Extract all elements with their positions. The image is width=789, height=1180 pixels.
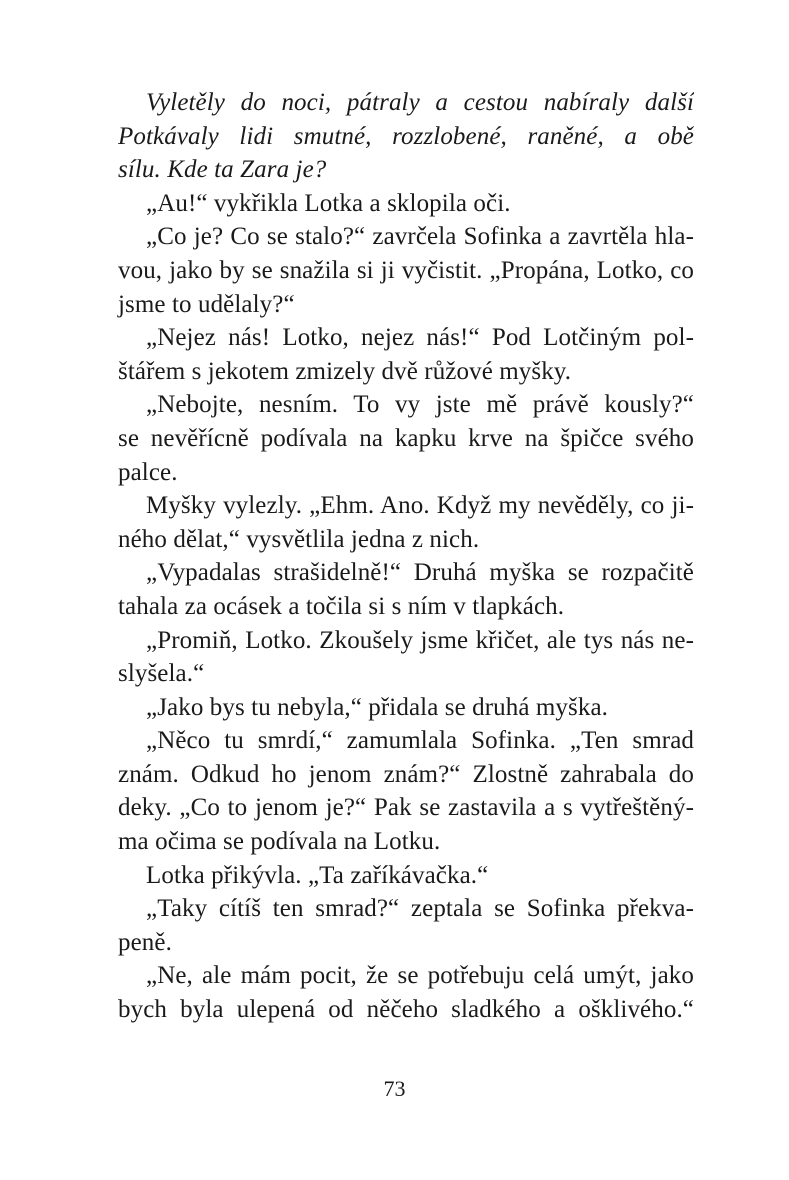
text-line: „Vypadalas strašidelně!“ Druhá myška se rozpačitě [146,559,694,587]
text-line: ma očima se podívala na Lotku. [118,828,441,856]
text-line: vou, jako by se snažila si ji vyčistit. „Propána, Lotko, co [118,256,694,284]
text-line: bych byla ulepená od něčeho sladkého a ošklivého.“ [118,996,694,1024]
text-line: znám. Odkud ho jenom znám?“ Zlostně zahrabala do [118,760,694,788]
text-line: „Taky cítíš ten smrad?“ zeptala se Sofinka překva- [146,895,694,923]
text-line: „Co je? Co se stalo?“ zavrčela Sofinka a zavrtěla hla- [146,223,694,251]
text-line: tahala za ocásek a točila si s ním v tlapkách. [118,592,565,620]
text-line: „Nebojte, nesním. To vy jste mě právě kously?“ [146,391,694,419]
text-line: štářem s jekotem zmizely dvě růžové myšky. [118,357,572,385]
text-line: „Nejez nás! Lotko, nejez nás!“ Pod Lotčiným pol- [146,324,694,352]
body-text [118,86,694,1027]
text-line: slyšela.“ [118,660,205,688]
text-line: ného dělat,“ vysvětlila jedna z nich. [118,525,480,553]
text-line: jsme to udělaly?“ [118,290,295,318]
text-line: palce. [118,458,178,486]
text-line: se nevěřícně podívala na kapku krve na špičce svého [118,424,694,452]
text-line: deky. „Co to jenom je?“ Pak se zastavila a s vytřeštěný- [118,794,694,822]
text-line: „Au!“ vykřikla Lotka a sklopila oči. [146,189,511,217]
text-line: Potkávaly lidi smutné, rozzlobené, raněné, a obě [118,122,694,150]
text-line: sílu. Kde ta Zara je? [118,156,327,184]
text-line: „Promiň, Lotko. Zkoušely jsme křičet, ale tys nás ne- [146,626,694,654]
text-line: Myšky vylezly. „Ehm. Ano. Když my nevěděly, co ji- [146,492,694,520]
page-number: 73 [383,1076,406,1101]
text-line: Lotka přikývla. „Ta zaříkávačka.“ [146,861,489,889]
text-line: „Jako bys tu nebyla,“ přidala se druhá myška. [146,693,609,721]
text-line: peně. [118,928,172,956]
text-line: „Ne, ale mám pocit, že se potřebuju celá umýt, jako [146,962,694,990]
text-line: Vyletěly do noci, pátraly a cestou nabíraly další [146,89,694,116]
text-line: „Něco tu smrdí,“ zamumlala Sofinka. „Ten smrad [146,727,694,755]
